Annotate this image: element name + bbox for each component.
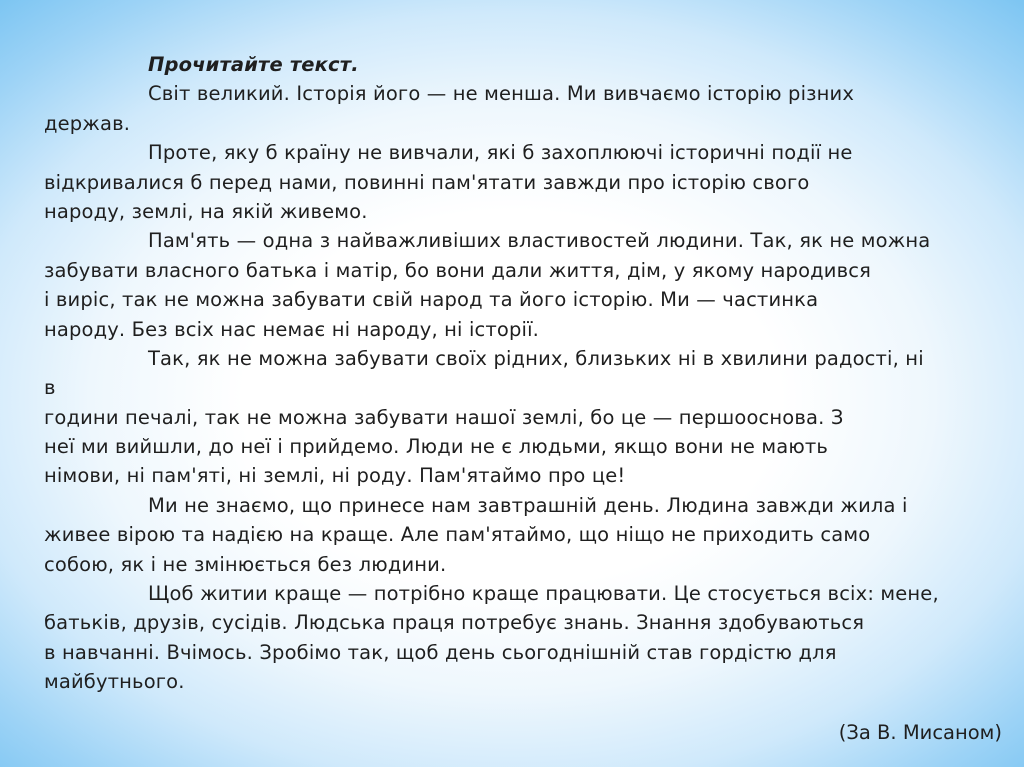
author-attribution: (За В. Мисаном) [838,721,1002,744]
text-line: відкривалися б перед нами, повинні пам'ятати завжди про історію свого [44,170,810,194]
text-line: Ми не знаємо, що принесе нам завтрашній день. Людина завжди жила і [148,493,908,517]
task-title: Прочитайте текст. [148,53,359,76]
text-line: держав. [44,111,131,135]
text-line: і виріс, так не можна забувати свій народ та його історію. Ми — частинка [44,288,819,312]
text-line: Пам'ять — одна з найважливіших властивостей людини. Так, як не можна [148,229,931,253]
text-line: народу. Без всіх нас немає ні народу, ні історії. [44,317,540,341]
text-line: Щоб житии краще — потрібно краще працювати. Це стосується всіх: мене, [148,582,939,606]
text-line: батьків, друзів, сусідів. Людська праця потребує знань. Знання здобуваються [44,611,865,635]
text-line: години печалі, так не можна забувати нашої землі, бо це — першооснова. З [44,405,844,429]
text-line: неї ми вийшли, до неї і прийдемо. Люди не є людьми, якщо вони не мають [44,435,829,459]
text-line: Проте, яку б країну не вивчали, які б захоплюючі історичні події не [148,141,853,165]
text-line: забувати власного батька і матір, бо вони дали життя, дім, у якому народився [44,258,872,282]
paragraph-lines [44,79,1004,696]
text-line: Так, як не можна забувати своїх рідних, близьких ні в хвилини радості, ні [148,346,924,370]
text-line: майбутнього. [44,670,185,694]
text-line: в навчанні. Вчімось. Зробімо так, щоб день сьогоднішній став гордістю для [44,640,837,664]
text-line: Світ великий. Історія його — не менша. Ми вивчаємо історію різних [148,82,855,106]
text-body [44,50,1004,697]
text-line: в [44,376,56,400]
text-line: живее вірою та надією на краще. Але пам'ятаймо, що ніщо не приходить само [44,523,871,547]
text-line: собою, як і не змінюється без людини. [44,552,447,576]
text-line: німови, ні пам'яті, ні землі, ні роду. Пам'ятаймо про це! [44,464,626,488]
text-line: народу, землі, на якій живемо. [44,199,368,223]
